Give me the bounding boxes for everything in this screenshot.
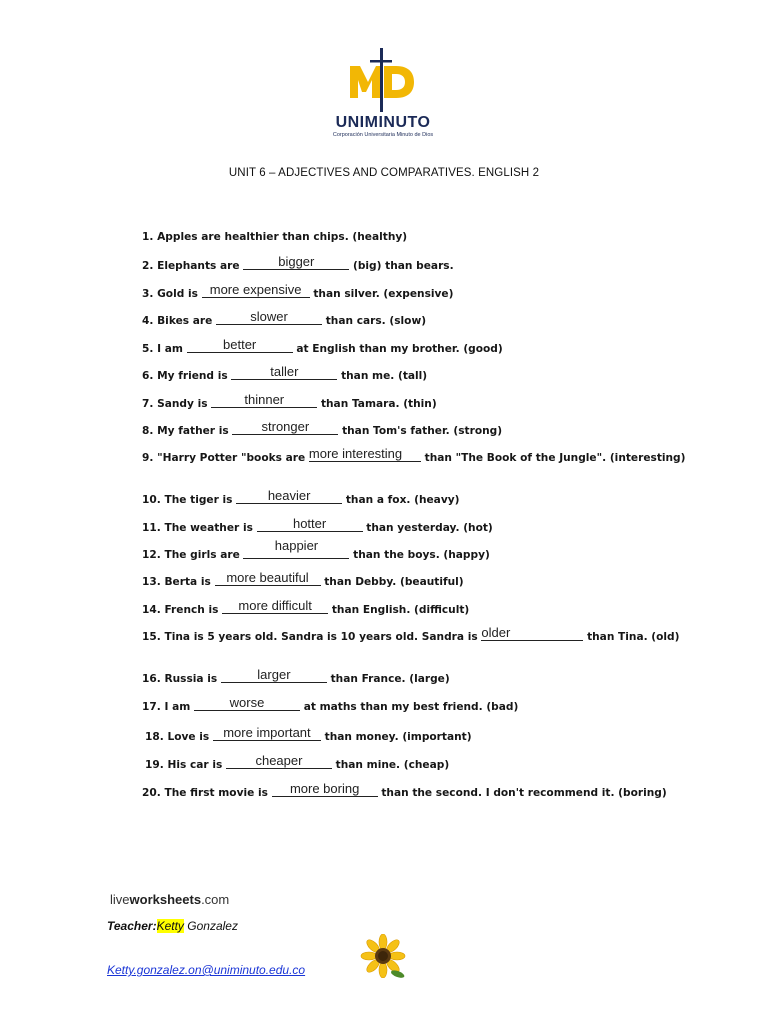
teacher-last-name: Gonzalez: [183, 919, 238, 933]
exercise-text-after: (big) than bears.: [353, 260, 454, 272]
answer-text: happier: [274, 538, 319, 553]
exercise-number: 16.: [142, 673, 161, 685]
answer-blank[interactable]: [194, 695, 300, 711]
exercise-text-before: I am: [164, 701, 191, 713]
exercise-text-after: at English than my brother. (good): [296, 343, 503, 355]
teacher-first-name: Ketty: [156, 919, 184, 933]
exercise-text-after: than mine. (cheap): [335, 759, 450, 771]
sunflower-icon: [355, 934, 411, 982]
exercise-number: 7.: [142, 398, 154, 410]
answer-text: taller: [270, 364, 299, 379]
exercise-2: [142, 254, 690, 273]
answer-text: slower: [250, 309, 288, 324]
exercise-text-before: The tiger is: [164, 494, 233, 506]
exercise-text-before: His car is: [167, 759, 223, 771]
exercise-7: [142, 392, 690, 411]
exercise-number: 20.: [142, 787, 161, 799]
exercise-text-after: than Tamara. (thin): [320, 398, 437, 410]
exercise-19: [145, 753, 693, 772]
answer-blank[interactable]: [243, 538, 349, 559]
exercise-3: [142, 282, 690, 301]
exercise-6: [142, 364, 690, 383]
answer-blank[interactable]: [187, 337, 293, 353]
exercise-text-before: Sandy is: [157, 398, 208, 410]
exercise-text-after: than silver. (expensive): [313, 288, 454, 300]
exercise-number: 18.: [145, 731, 164, 743]
exercise-text-after: than Tina. (old): [587, 631, 680, 643]
exercise-text-after: than Tom's father. (strong): [342, 425, 503, 437]
exercise-text-after: than me. (tall): [341, 370, 428, 382]
exercise-number: 13.: [142, 576, 161, 588]
answer-blank[interactable]: [272, 781, 378, 797]
exercise-9: [142, 446, 690, 465]
exercise-17: [142, 695, 690, 714]
exercise-number: 9.: [142, 452, 154, 464]
exercise-number: 12.: [142, 549, 161, 561]
exercise-11: [142, 516, 690, 535]
exercise-text-before: "Harry Potter "books are: [157, 452, 306, 464]
answer-blank[interactable]: [216, 309, 322, 325]
answer-text: more boring: [289, 781, 360, 796]
answer-blank[interactable]: [257, 516, 363, 532]
liveworksheets-light: live: [110, 892, 130, 907]
exercise-number: 10.: [142, 494, 161, 506]
exercise-text: Apples are healthier than chips. (healthy): [157, 231, 408, 243]
answer-blank[interactable]: [211, 392, 317, 408]
teacher-email-link[interactable]: Ketty.gonzalez.on@uniminuto.edu.co: [107, 963, 306, 977]
answer-blank[interactable]: [243, 254, 349, 270]
exercise-text-before: Elephants are: [157, 260, 240, 272]
exercise-text-after: than the second. I don't recommend it. (boring): [381, 787, 667, 799]
answer-text: stronger: [261, 419, 310, 434]
exercise-8: [142, 419, 690, 438]
exercise-text-after: than the boys. (happy): [353, 549, 490, 561]
answer-blank[interactable]: [232, 419, 338, 435]
exercise-text-before: My father is: [157, 425, 229, 437]
exercise-text-before: French is: [164, 604, 219, 616]
exercise-text-before: My friend is: [157, 370, 228, 382]
exercise-text-after: than English. (difficult): [331, 604, 470, 616]
answer-text: more difficult: [238, 598, 312, 613]
answer-blank[interactable]: [222, 598, 328, 614]
exercise-text-after: than money. (important): [324, 731, 472, 743]
liveworksheets-suffix: .com: [201, 892, 230, 907]
answer-blank[interactable]: [215, 570, 321, 586]
answer-blank[interactable]: [226, 753, 332, 769]
exercise-text-before: The girls are: [164, 549, 240, 561]
answer-blank[interactable]: [308, 446, 421, 462]
exercise-number: 1.: [142, 231, 154, 243]
exercise-5: [142, 337, 690, 356]
answer-text: more interesting: [308, 446, 403, 461]
answer-blank[interactable]: [236, 488, 342, 504]
answer-text: more important: [223, 725, 311, 740]
answer-text: more beautiful: [226, 570, 309, 585]
answer-text: thinner: [244, 392, 285, 407]
teacher-label: Teacher:: [107, 919, 157, 933]
answer-text: larger: [257, 667, 291, 682]
exercise-text-before: Gold is: [157, 288, 198, 300]
answer-text: hotter: [292, 516, 327, 531]
exercise-text-before: Bikes are: [157, 315, 213, 327]
exercise-text-after: at maths than my best friend. (bad): [303, 701, 519, 713]
exercise-number: 14.: [142, 604, 161, 616]
answer-text: bigger: [278, 254, 315, 269]
exercise-text-before: Love is: [167, 731, 210, 743]
exercise-16: [142, 667, 690, 686]
exercise-15: [142, 625, 690, 644]
exercise-number: 8.: [142, 425, 154, 437]
exercise-number: 4.: [142, 315, 154, 327]
teacher-line: [107, 919, 238, 933]
liveworksheets-bold: worksheets: [129, 892, 202, 907]
answer-blank[interactable]: [202, 282, 310, 298]
exercise-text-before: I am: [157, 343, 183, 355]
exercise-13: [142, 570, 690, 589]
exercise-text-before: Russia is: [164, 673, 218, 685]
exercise-number: 3.: [142, 288, 154, 300]
uniminuto-logo: [314, 46, 452, 142]
exercise-number: 5.: [142, 343, 154, 355]
exercise-number: 2.: [142, 260, 154, 272]
answer-text: more expensive: [209, 282, 302, 297]
exercise-20: [142, 781, 690, 800]
answer-text: better: [223, 337, 257, 352]
exercise-text-after: than "The Book of the Jungle". (interesting): [424, 452, 686, 464]
answer-blank[interactable]: [231, 364, 337, 380]
exercise-14: [142, 598, 690, 617]
exercise-text-after: than a fox. (heavy): [345, 494, 460, 506]
exercise-text-before: Berta is: [164, 576, 211, 588]
answer-text: worse: [229, 695, 265, 710]
answer-text: cheaper: [255, 753, 303, 768]
exercise-number: 17.: [142, 701, 161, 713]
answer-blank[interactable]: [213, 725, 321, 741]
md-cross-mark: [314, 46, 452, 116]
exercise-18: [145, 725, 693, 744]
answer-text: heavier: [267, 488, 311, 503]
exercise-text-before: Tina is 5 years old. Sandra is 10 years old. Sandra is: [164, 631, 478, 643]
exercise-number: 6.: [142, 370, 154, 382]
exercise-text-after: than yesterday. (hot): [366, 522, 493, 534]
answer-blank[interactable]: [481, 625, 583, 641]
exercise-1: [142, 230, 690, 244]
answer-blank[interactable]: [221, 667, 327, 683]
exercise-number: 15.: [142, 631, 161, 643]
exercise-text-after: than Debby. (beautiful): [324, 576, 464, 588]
logo-subtitle: Corporación Universitaria Minuto de Dios: [332, 132, 434, 138]
logo-name: UNIMINUTO: [335, 114, 431, 131]
exercise-text-after: than cars. (slow): [325, 315, 427, 327]
exercise-10: [142, 488, 690, 507]
exercise-4: [142, 309, 690, 328]
liveworksheets-logo: [110, 892, 229, 907]
exercise-text-before: The first movie is: [164, 787, 268, 799]
document-title: UNIT 6 – ADJECTIVES AND COMPARATIVES. ENGLISH 2: [228, 167, 540, 179]
exercise-number: 11.: [142, 522, 161, 534]
exercise-text-before: The weather is: [164, 522, 253, 534]
exercise-text-after: than France. (large): [330, 673, 450, 685]
exercise-number: 19.: [145, 759, 164, 771]
exercise-12: [142, 538, 690, 562]
answer-text: older: [481, 625, 511, 640]
